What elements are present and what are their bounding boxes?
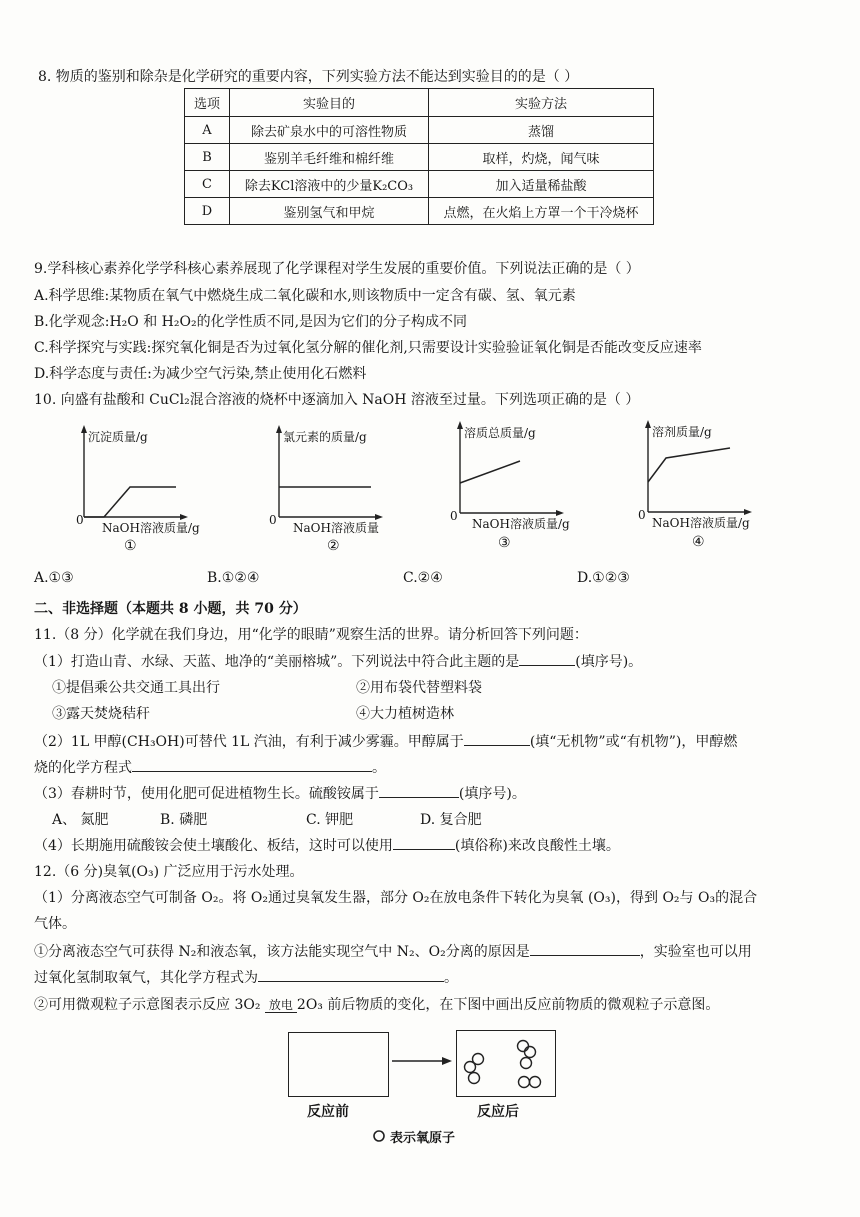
q11-part2-text: （2）1L 甲醇(CH₃OH)可替代 1L 汽油，有利于减少雾霾。甲醇属于 <box>34 734 464 750</box>
q10-option-b: B.①②④ <box>207 570 260 586</box>
q12-sub1 <box>34 941 752 961</box>
after-label: 反应后 <box>477 1104 519 1120</box>
q11-part2-end: 。 <box>372 760 386 776</box>
q12-sub1-text3: 过氧化氢制取氧气，其化学方程式为 <box>34 970 258 986</box>
q8-stem: 8. 物质的鉴别和除杂是化学研究的重要内容，下列实验方法不能达到实验目的的是（ ） <box>38 69 579 85</box>
graph-3-number: ③ <box>498 535 511 551</box>
before-reaction-box[interactable] <box>288 1032 389 1097</box>
reaction-condition: 放电 <box>265 998 297 1013</box>
graph-4-xlabel: NaOH溶液质量/g <box>652 516 750 530</box>
q11-part4-text: （4）长期施用硫酸铵会使土壤酸化、板结，这时可以使用 <box>34 838 393 854</box>
graph-3-origin: 0 <box>450 509 458 523</box>
q9-option-c: C.科学探究与实践:探究氧化铜是否为过氧化氢分解的催化剂,只需要设计实验验证氧化铜是否能改变反应速率 <box>34 340 702 356</box>
before-label: 反应前 <box>307 1104 349 1120</box>
q10-stem: 10. 向盛有盐酸和 CuCl₂混合溶液的烧杯中逐滴加入 NaOH 溶液至过量。下列选项正确的是（ ） <box>34 392 640 408</box>
q12-part1: （1）分离液态空气可制备 O₂。将 O₂通过臭氧发生器，部分 O₂在放电条件下转化为臭氧 (O₃)，得到 O₂与 O₃的混合 <box>34 890 758 906</box>
q9-option-a: A.科学思维:某物质在氧气中燃烧生成二氧化碳和水,则该物质中一定含有碳、氢、氧元素 <box>34 288 576 304</box>
graph-1-xlabel: NaOH溶液质量/g <box>102 521 200 535</box>
table-cell: B <box>185 144 230 171</box>
table-cell: 鉴别羊毛纤维和棉纤维 <box>230 144 429 171</box>
q11-choice-1: ①提倡乘公共交通工具出行 <box>52 680 220 696</box>
q12-sub1-end: 。 <box>444 970 458 986</box>
q11-part4 <box>34 835 620 855</box>
q11-fert-d: D. 复合肥 <box>420 812 482 828</box>
graph-2-origin: 0 <box>269 513 277 527</box>
graph-3-xlabel: NaOH溶液质量/g <box>472 517 570 531</box>
table-cell: C <box>185 171 230 198</box>
table-cell: 取样，灼烧，闻气味 <box>429 144 654 171</box>
answer-blank[interactable] <box>379 783 459 798</box>
table-row <box>185 144 654 171</box>
table-cell: 加入适量稀盐酸 <box>429 171 654 198</box>
legend-text: 表示氧原子 <box>390 1131 456 1146</box>
q12-sub2-text2: 2O₃ 前后物质的变化，在下图中画出反应前物质的微观粒子示意图。 <box>296 997 720 1013</box>
table-row <box>185 171 654 198</box>
q11-part1 <box>34 651 642 671</box>
q12-stem: 12.（6 分)臭氧(O₃) 广泛应用于污水处理。 <box>34 864 304 880</box>
q11-fert-a: A、 氮肥 <box>52 812 109 828</box>
q11-part3-text: （3）春耕时节，使用化肥可促进植物生长。硫酸铵属于 <box>34 786 379 802</box>
q11-part1-hint: (填序号)。 <box>575 654 643 670</box>
table-cell: A <box>185 117 230 144</box>
table-cell: 鉴别氢气和甲烷 <box>230 198 429 225</box>
answer-blank[interactable] <box>530 941 640 956</box>
answer-blank[interactable] <box>519 651 575 666</box>
q11-choice-4: ④大力植树造林 <box>356 706 454 722</box>
ozone-molecules-icon <box>457 1031 555 1096</box>
table-row <box>185 117 654 144</box>
graph-4-ylabel: 溶剂质量/g <box>652 425 712 439</box>
answer-blank[interactable] <box>132 757 372 772</box>
table-header-row <box>185 89 654 117</box>
table-cell: 蒸馏 <box>429 117 654 144</box>
y-axis-arrow <box>276 425 282 433</box>
graph-4-origin: 0 <box>638 508 646 522</box>
q8-table <box>184 88 654 225</box>
q11-part2-line2 <box>34 757 386 777</box>
q11-part4-hint: (填俗称)来改良酸性土壤。 <box>454 838 620 854</box>
graph-2-xlabel: NaOH溶液质量 <box>293 521 379 535</box>
table-cell: 点燃，在火焰上方罩一个干冷烧杯 <box>429 198 654 225</box>
q9-stem: 9.学科核心素养化学学科核心素养展现了化学课程对学生发展的重要价值。下列说法正确的是（ ） <box>34 261 640 277</box>
answer-blank[interactable] <box>464 731 530 746</box>
q12-sub2 <box>34 994 719 1014</box>
graph-2-number: ② <box>327 538 340 554</box>
q12-sub1-text: ①分离液态空气可获得 N₂和液态氧，该方法能实现空气中 N₂、O₂分离的原因是 <box>34 944 530 960</box>
answer-blank[interactable] <box>258 967 444 982</box>
y-axis-arrow <box>645 420 651 428</box>
q11-part1-text: （1）打造山青、水绿、天蓝、地净的“美丽榕城”。下列说法中符合此主题的是 <box>34 654 520 670</box>
graph-1-origin: 0 <box>76 513 84 527</box>
table-cell: 除去KCl溶液中的少量K₂CO₃ <box>230 171 429 198</box>
answer-blank[interactable] <box>393 835 455 850</box>
graph-2-ylabel: 氯元素的质量/g <box>283 430 367 444</box>
graph-2 <box>265 425 395 554</box>
graph-4-number: ④ <box>692 534 705 550</box>
graph-3-ylabel: 溶质总质量/g <box>464 426 536 440</box>
q11-choice-2: ②用布袋代替塑料袋 <box>356 680 482 696</box>
q9-option-d: D.科学态度与责任:为减少空气污染,禁止使用化石燃料 <box>34 366 367 382</box>
q10-option-a: A.①③ <box>34 570 74 586</box>
q11-stem: 11.（8 分）化学就在我们身边，用“化学的眼睛”观察生活的世界。请分析回答下列问题： <box>34 627 588 643</box>
q12-sub2-text: ②可用微观粒子示意图表示反应 3O₂ <box>34 997 261 1013</box>
q10-option-d: D.①②③ <box>577 570 630 586</box>
q11-part3-hint: (填序号)。 <box>458 786 526 802</box>
header-option: 选项 <box>185 89 230 117</box>
q11-choice-3: ③露天焚烧秸秆 <box>52 706 150 722</box>
oxygen-atom-icon <box>372 1129 386 1143</box>
y-axis-arrow <box>81 425 87 433</box>
table-cell: D <box>185 198 230 225</box>
graph-3-line <box>460 461 520 483</box>
q10-option-c: C.②④ <box>403 570 443 586</box>
y-axis-arrow <box>457 421 463 429</box>
q11-fert-c: C. 钾肥 <box>306 812 354 828</box>
q11-part2-text2: 烧的化学方程式 <box>34 760 132 776</box>
q12-sub1-line2 <box>34 967 458 987</box>
graph-1 <box>70 425 200 554</box>
header-method: 实验方法 <box>429 89 654 117</box>
table-cell: 除去矿泉水中的可溶性物质 <box>230 117 429 144</box>
q11-part2 <box>34 731 737 751</box>
graph-1-ylabel: 沉淀质量/g <box>88 430 148 444</box>
table-row <box>185 198 654 225</box>
header-purpose: 实验目的 <box>230 89 429 117</box>
q12-part1-cont: 气体。 <box>34 916 76 932</box>
section-2-heading: 二、非选择题（本题共 8 小题，共 70 分） <box>34 601 307 617</box>
q9-option-b: B.化学观念:H₂O 和 H₂O₂的化学性质不同,是因为它们的分子构成不同 <box>34 314 468 330</box>
after-reaction-box <box>456 1030 556 1097</box>
q11-part3 <box>34 783 526 803</box>
q12-sub1-text2: ，实验室也可以用 <box>639 944 752 960</box>
graph-1-number: ① <box>124 538 137 554</box>
graph-4 <box>634 420 764 550</box>
graph-1-line <box>84 487 176 517</box>
q11-part2-hint: (填“无机物”或“有机物”)，甲醇燃 <box>529 734 738 750</box>
graph-4-line <box>648 448 730 482</box>
graph-3 <box>446 421 576 551</box>
reaction-arrow-icon <box>390 1054 456 1068</box>
q11-fert-b: B. 磷肥 <box>160 812 208 828</box>
